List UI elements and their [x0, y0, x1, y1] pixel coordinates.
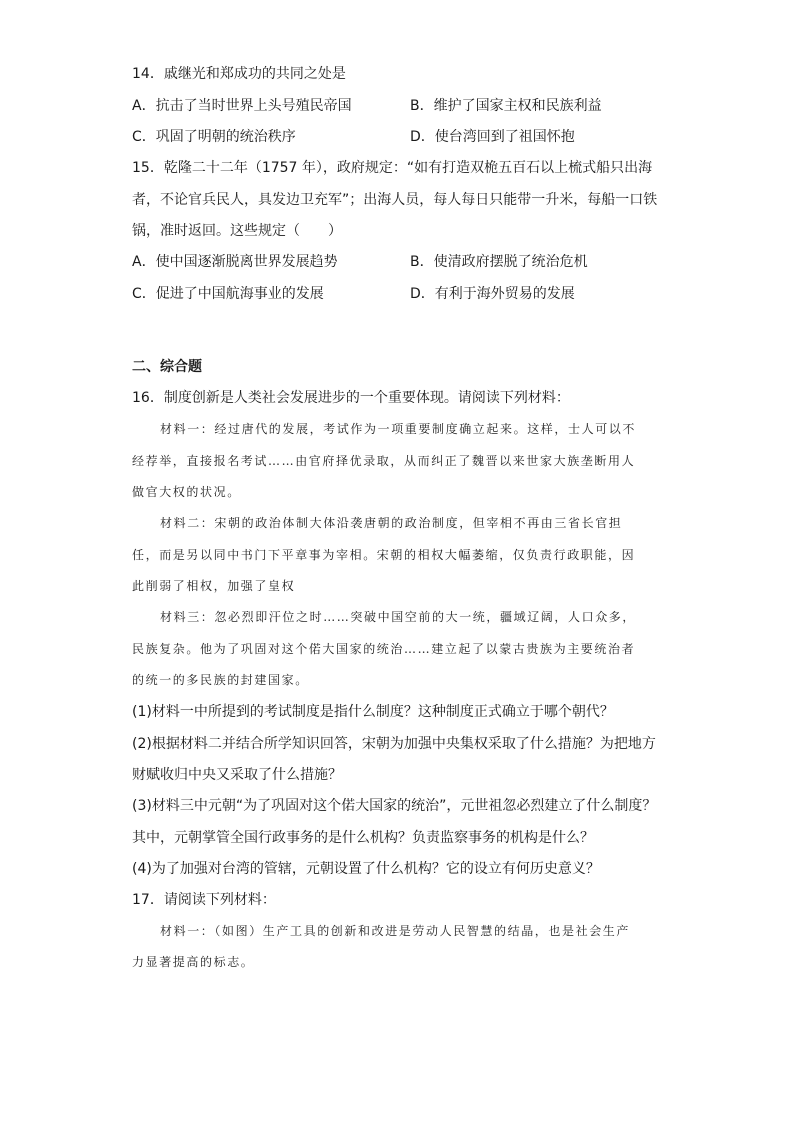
- q16-question-4: (4)为了加强对台湾的管辖，元朝设置了什么机构？它的设立有何历史意义？: [132, 861, 600, 877]
- q15-option-b: B．使清政府摆脱了统治危机: [410, 254, 588, 270]
- q16-material1-line-3: 做官大权的状况。: [132, 485, 241, 499]
- q16-material1-line-2: 经荐举，直接报名考试……由官府择优录取，从而纠正了魏晋以来世家大族垄断用人: [132, 454, 636, 468]
- q16-question-2-line-2: 财赋收归中央又采取了什么措施？: [132, 767, 342, 783]
- q15-option-a: A．使中国逐渐脱离世界发展趋势: [132, 254, 338, 270]
- q15-option-c: C．促进了中国航海事业的发展: [132, 286, 324, 302]
- q16-material3-line-3: 的统一的多民族的封建国家。: [132, 673, 309, 687]
- q16-material3-line-2: 民族复杂。他为了巩固对这个偌大国家的统治……建立起了以蒙古贵族为主要统治者: [132, 642, 636, 656]
- q16-material2-line-3: 此削弱了相权，加强了皇权: [132, 579, 296, 593]
- q16-material3-line-1: 材料三：忽必烈即汗位之时……突破中国空前的大一统，疆域辽阔，人口众多，: [160, 610, 637, 624]
- q16-question-2-line-1: (2)根据材料二并结合所学知识回答，宋朝为加强中央集权采取了什么措施？为把地方: [132, 736, 656, 752]
- q16-material1-line-1: 材料一：经过唐代的发展，考试作为一项重要制度确立起来。这样，士人可以不: [160, 422, 637, 436]
- q15-stem-line-2: 者，不论官兵民人，具发边卫充军”；出海人员，每人每日只能带一升米，每船一口铁: [132, 192, 658, 208]
- q17-material1-line-1: 材料一：（如图）生产工具的创新和改进是劳动人民智慧的结晶，也是社会生产: [160, 924, 631, 938]
- q15-option-d: D．有利于海外贸易的发展: [410, 286, 575, 302]
- q14-stem: 14．戚继光和郑成功的共同之处是: [132, 66, 346, 82]
- q16-material2-line-2: 任，而是另以同中书门下平章事为宰相。宋朝的相权大幅萎缩，仅负责行政职能，因: [132, 548, 636, 562]
- q14-option-a: A．抗击了当时世界上头号殖民帝国: [132, 98, 352, 114]
- q14-option-c: C．巩固了明朝的统治秩序: [132, 129, 296, 145]
- q14-option-d: D．使台湾回到了祖国怀抱: [410, 129, 575, 145]
- q16-material2-line-1: 材料二：宋朝的政治体制大体沿袭唐朝的政治制度，但宰相不再由三省长官担: [160, 516, 623, 530]
- q14-option-b: B．维护了国家主权和民族利益: [410, 98, 602, 114]
- q15-stem-line-1: 15．乾隆二十二年（1757 年），政府规定：“如有打造双桅五百石以上梳式船只出海: [132, 160, 653, 176]
- q16-stem: 16．制度创新是人类社会发展进步的一个重要体现。请阅读下列材料：: [132, 390, 570, 406]
- q16-question-3-line-1: (3)材料三中元朝“为了巩固对这个偌大国家的统治”，元世祖忽必烈建立了什么制度？: [132, 798, 657, 814]
- section-title: 二、综合题: [132, 359, 202, 375]
- q17-material1-line-2: 力显著提高的标志。: [132, 955, 255, 969]
- q17-stem: 17．请阅读下列材料：: [132, 892, 276, 908]
- q15-stem-line-3: 锅，准时返回。这些规定（ ）: [132, 223, 342, 239]
- q16-question-3-line-2: 其中，元朝掌管全国行政事务的是什么机构？负责监察事务的机构是什么？: [132, 830, 594, 846]
- q16-question-1: (1)材料一中所提到的考试制度是指什么制度？这种制度正式确立于哪个朝代？: [132, 704, 614, 720]
